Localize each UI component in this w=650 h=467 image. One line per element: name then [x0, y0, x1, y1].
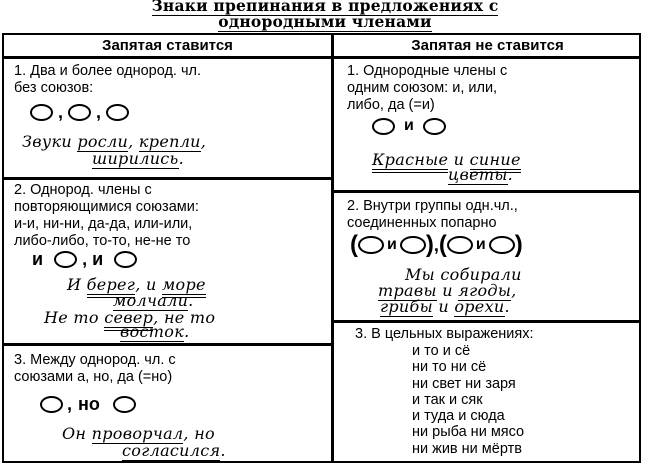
- right-example-2c: грибы и орехи.: [380, 297, 510, 316]
- left-example-2b: молчали.: [113, 291, 194, 310]
- list-item: и туда и сюда: [412, 408, 505, 425]
- right-row-divider-1: [331, 190, 641, 193]
- list-item: ни жив ни мёртв: [412, 440, 522, 457]
- left-scheme-1: , ,: [30, 102, 129, 123]
- fixed-expressions-list: [412, 343, 524, 457]
- member-circle-icon: [30, 104, 53, 121]
- right-example-1: Красные и синие: [372, 150, 521, 170]
- list-item: ни то ни сё: [412, 359, 487, 376]
- right-scheme-1: и: [372, 117, 446, 135]
- title-line-2: однородными членами: [218, 12, 432, 31]
- list-item: и так и сяк: [412, 391, 483, 408]
- header-left: Запятая ставится: [102, 37, 233, 54]
- right-scheme-2: ( и ) , ( и ): [350, 231, 523, 258]
- left-example-2d: восток.: [120, 322, 189, 342]
- member-circle-icon: [358, 236, 384, 254]
- left-example-2: И берег, и море: [67, 275, 206, 295]
- left-scheme-2: и , и: [32, 249, 137, 270]
- left-example-1b: ширились.: [92, 149, 184, 168]
- header-right: Запятая не ставится: [411, 37, 564, 54]
- member-circle-icon: [40, 396, 63, 413]
- member-circle-icon: [54, 251, 77, 268]
- left-rule-3: 3. Между однород. чл. с союзами а, но, да (=но): [14, 352, 176, 385]
- left-example-2c: Не то север, не то: [44, 308, 215, 328]
- list-item: ни рыба ни мясо: [412, 424, 525, 441]
- right-rule-2: 2. Внутри группы одн.чл., соединенных попарно: [347, 198, 518, 231]
- list-item: и то и сё: [412, 343, 471, 359]
- member-circle-icon: [113, 396, 136, 413]
- member-circle-icon: [489, 236, 515, 254]
- right-example-2: Мы собирали: [405, 265, 522, 284]
- member-circle-icon: [114, 251, 137, 268]
- left-row-divider-1: [2, 177, 333, 180]
- member-circle-icon: [372, 118, 395, 135]
- right-rule-1: 1. Однородные члены с одним союзом: и, или, либо, да (=и): [347, 63, 508, 113]
- left-example-3b: согласился.: [122, 441, 226, 460]
- member-circle-icon: [68, 104, 91, 121]
- left-example-1: Звуки росли, крепли,: [22, 132, 207, 151]
- header-divider: [2, 56, 641, 59]
- right-example-2b: травы и ягоды,: [378, 281, 517, 300]
- left-example-3: Он проворчал, но: [62, 424, 215, 443]
- list-item: ни свет ни заря: [412, 375, 516, 392]
- member-circle-icon: [400, 236, 426, 254]
- right-row-divider-2: [331, 320, 641, 323]
- left-rule-2: 2. Однород. члены с повторяющимися союзами: и-и, ни-ни, да-да, или-или, либо-либо, то-то, не-не то: [14, 182, 199, 249]
- left-rule-1: 1. Два и более однород. чл. без союзов:: [14, 63, 202, 96]
- title-line-1: Знаки препинания в предложениях с: [152, 0, 499, 16]
- member-circle-icon: [447, 236, 473, 254]
- right-rule-3-heading: 3. В цельных выражениях:: [355, 326, 534, 342]
- right-example-1b: цветы.: [448, 165, 514, 184]
- column-divider: [331, 33, 334, 463]
- left-scheme-3: , но: [40, 394, 136, 415]
- member-circle-icon: [106, 104, 129, 121]
- member-circle-icon: [423, 118, 446, 135]
